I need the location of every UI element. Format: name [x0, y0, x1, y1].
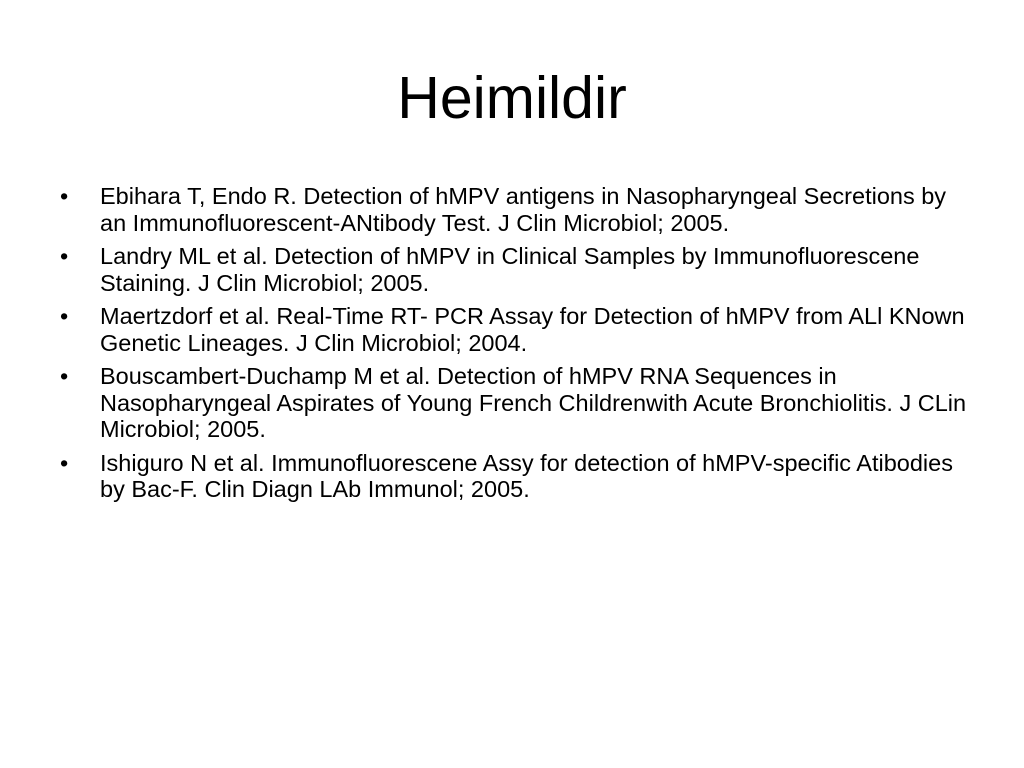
bullet-icon: •	[60, 183, 69, 209]
reference-text: Bouscambert-Duchamp M et al. Detection of hMPV RNA Sequences in Nasopharyngeal Aspirates of Young French Childrenwith Acute Bronchiolitis. J CLin Microbiol; 2005.	[100, 363, 967, 442]
reference-item	[0, 363, 1024, 443]
reference-item	[0, 450, 1024, 503]
reference-text: Ishiguro N et al. Immunofluorescene Assy for detection of hMPV-specific Atibodies by Bac-F. Clin Diagn LAb Immunol; 2005.	[100, 449, 953, 502]
reference-text: Landry ML et al. Detection of hMPV in Clinical Samples by Immunofluorescene Staining. J Clin Microbiol; 2005.	[100, 243, 920, 296]
reference-list	[0, 183, 1024, 510]
bullet-icon: •	[60, 243, 69, 269]
reference-item	[0, 303, 1024, 356]
reference-item	[0, 183, 1024, 236]
reference-text: Ebihara T, Endo R. Detection of hMPV antigens in Nasopharyngeal Secretions by an Immunofluorescent-ANtibody Test. J Clin Microbiol; 2005.	[100, 183, 947, 236]
slide-title: Heimildir	[397, 65, 627, 131]
bullet-icon: •	[60, 303, 69, 329]
reference-text: Maertzdorf et al. Real-Time RT- PCR Assay for Detection of hMPV from ALl KNown Genetic Lineages. J Clin Microbiol; 2004.	[100, 303, 965, 356]
bullet-icon: •	[60, 363, 69, 389]
bullet-icon: •	[60, 449, 69, 476]
reference-item	[0, 243, 1024, 296]
